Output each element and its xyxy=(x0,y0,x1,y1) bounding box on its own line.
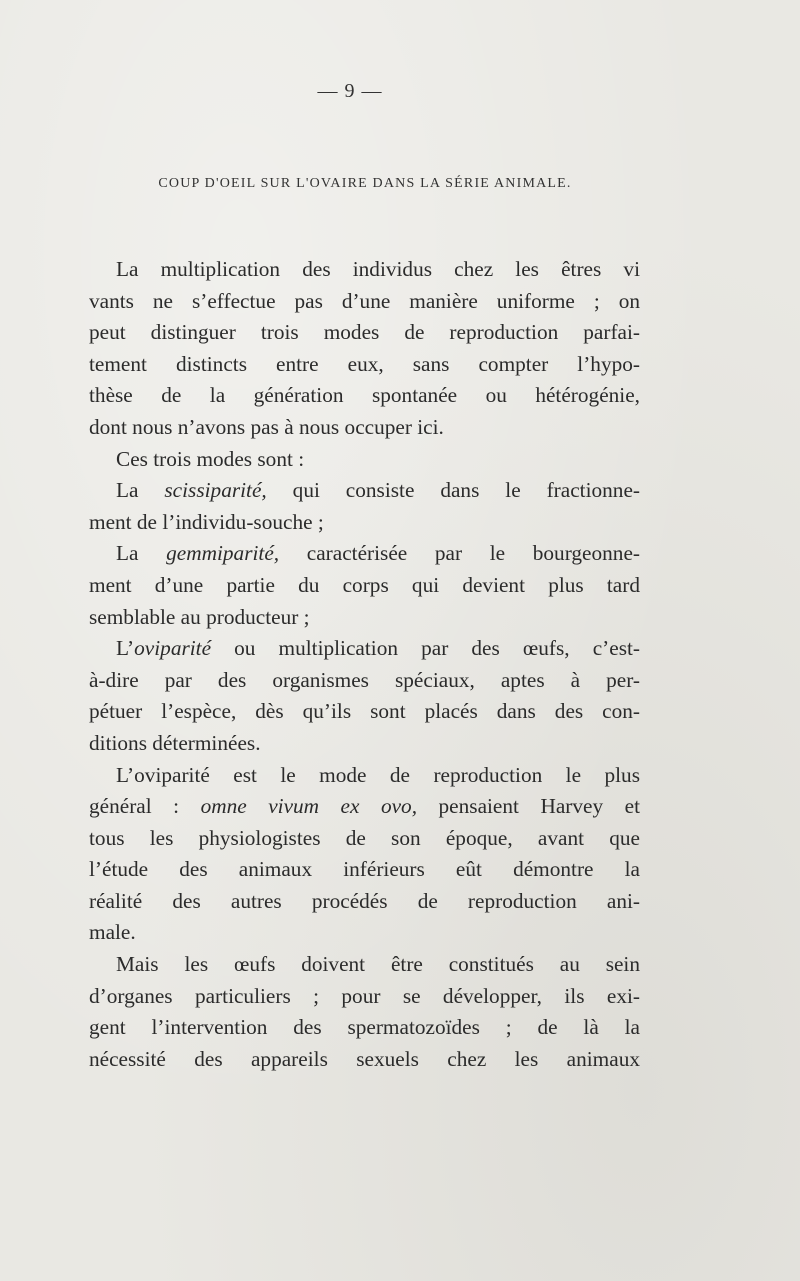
text-line: d’organes particuliers ; pour se développer, ils exi- xyxy=(89,983,640,1008)
running-head: COUP D'OEIL SUR L'OVAIRE DANS LA SÉRIE ANIMALE. xyxy=(158,176,572,191)
text-run: qui consiste dans le fractionne- xyxy=(266,478,640,503)
text-line: male. xyxy=(89,920,136,945)
text-run: L’ xyxy=(116,636,135,661)
text-line: tement distincts entre eux, sans compter l’hypo- xyxy=(89,351,640,376)
text-run: pensaient Harvey et xyxy=(417,794,640,819)
text-line: ment d’une partie du corps qui devient plus tard xyxy=(89,572,640,597)
text-line: semblable au producteur ; xyxy=(89,604,310,629)
text-line: nécessité des appareils sexuels chez les animaux xyxy=(89,1046,640,1071)
italic-term: gemmiparité, xyxy=(166,541,280,566)
paragraph xyxy=(89,633,640,759)
italic-term: scissiparité, xyxy=(164,478,267,503)
text-line: vants ne s’effectue pas d’une manière uniforme ; on xyxy=(89,288,640,313)
text-line: Ces trois modes sont : xyxy=(116,446,305,471)
text-line: l’étude des animaux inférieurs eût démontre la xyxy=(89,857,640,882)
paragraph xyxy=(89,444,640,476)
text-line: à-dire par des organismes spéciaux, aptes à per- xyxy=(89,667,640,692)
text-line: tous les physiologistes de son époque, avant que xyxy=(89,825,640,850)
text-line xyxy=(89,538,640,570)
text-run: La xyxy=(116,541,167,566)
italic-term: oviparité xyxy=(134,636,212,661)
text-line: gent l’intervention des spermatozoïdes ; de là la xyxy=(89,1015,640,1040)
text-run: La xyxy=(116,478,165,503)
paragraph xyxy=(89,475,640,538)
text-line: pétuer l’espèce, dès qu’ils sont placés dans des con- xyxy=(89,699,640,724)
text-line: ditions déterminées. xyxy=(89,730,261,755)
text-line: La multiplication des individus chez les êtres vi xyxy=(116,257,640,281)
text-run: ou multiplication par des œufs, c’est- xyxy=(211,636,640,661)
body-text xyxy=(89,254,640,1075)
paragraph xyxy=(89,538,640,633)
text-line: ment de l’individu-souche ; xyxy=(89,509,324,534)
paragraph xyxy=(89,254,640,444)
italic-phrase: omne vivum ex ovo, xyxy=(200,794,418,819)
text-line: dont nous n’avons pas à nous occuper ici. xyxy=(89,414,444,439)
text-line xyxy=(89,475,640,507)
page-number: — 9 — xyxy=(317,80,383,102)
text-run: caractérisée par le bourgeonne- xyxy=(279,541,640,566)
text-line: thèse de la génération spontanée ou hétérogénie, xyxy=(89,383,640,408)
text-line: peut distinguer trois modes de reproduction parfai- xyxy=(89,320,640,345)
paragraph xyxy=(89,760,640,950)
text-line: Mais les œufs doivent être constitués au sein xyxy=(116,952,640,977)
text-line xyxy=(89,791,640,823)
text-line: L’oviparité est le mode de reproduction le plus xyxy=(116,762,640,787)
text-line xyxy=(89,633,640,665)
text-run: général : xyxy=(89,794,201,819)
text-line: réalité des autres procédés de reproduction ani- xyxy=(89,888,640,913)
paragraph xyxy=(89,949,640,1075)
